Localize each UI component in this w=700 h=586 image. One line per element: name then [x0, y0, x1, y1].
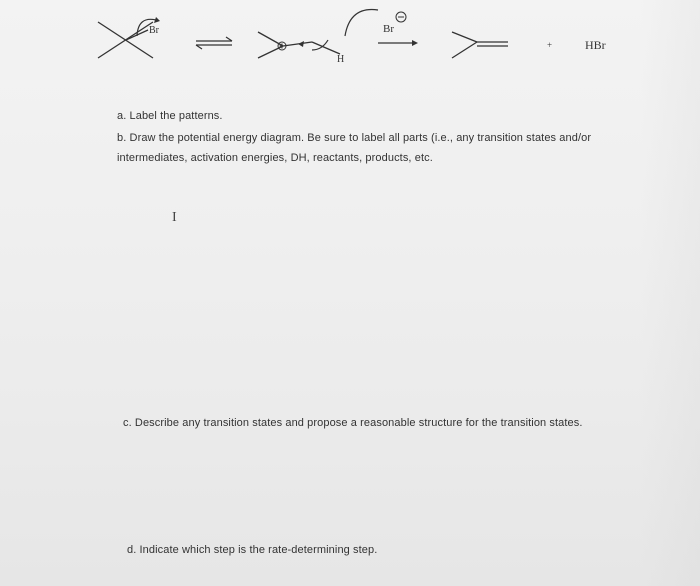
equilibrium-arrow-icon	[196, 37, 232, 49]
reactant-br-label: Br	[149, 25, 159, 36]
question-c: c. Describe any transition states and propose a reasonable structure for the transition states.	[123, 417, 583, 429]
plus-sign: +	[547, 40, 553, 50]
reactant-structure	[98, 22, 153, 58]
bromide-label: Br	[383, 23, 394, 35]
text-cursor-icon: I	[172, 210, 177, 225]
hbr-label: HBr	[585, 38, 606, 52]
reaction-scheme	[0, 0, 700, 80]
carbocation-structure	[258, 32, 340, 58]
question-d: d. Indicate which step is the rate-determining step.	[127, 544, 378, 556]
bromide-curved-arrow-icon	[345, 10, 378, 36]
hydride-arrow-head-icon	[298, 41, 304, 47]
reaction-arrow-icon	[378, 40, 418, 46]
page-shadow	[640, 0, 700, 586]
question-a: a. Label the patterns.	[117, 110, 223, 122]
intermediate-h-label: H	[337, 54, 345, 65]
product-structure	[452, 32, 508, 58]
question-b: b. Draw the potential energy diagram. Be sure to label all parts (i.e., any transition states and/or intermediates, activation energies, DH, reactants, products, etc.	[117, 132, 592, 164]
